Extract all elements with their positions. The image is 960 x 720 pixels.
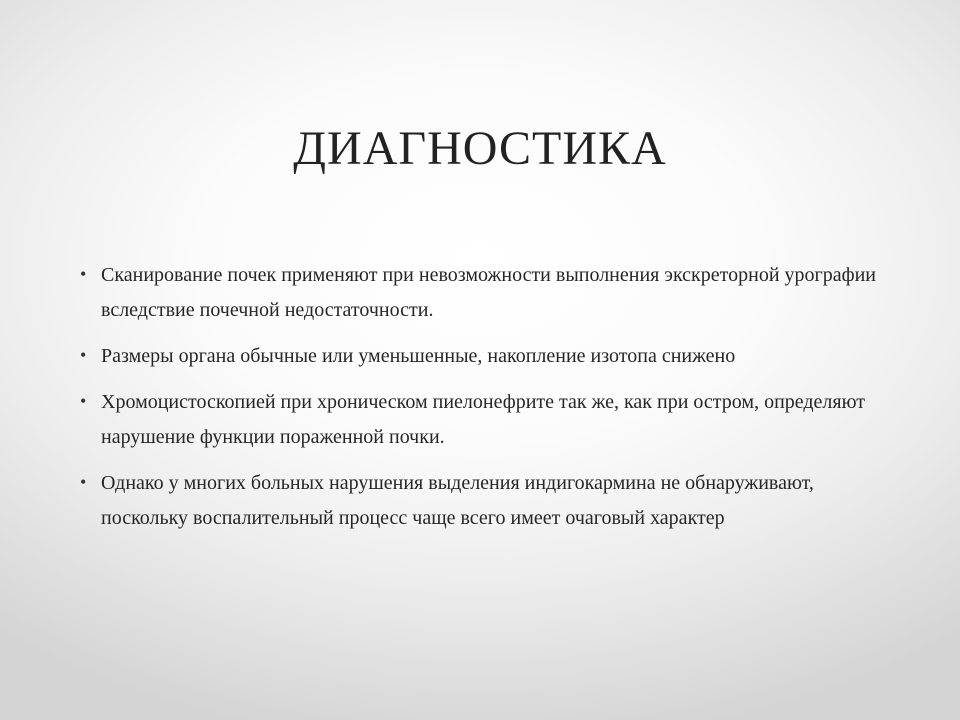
bullet-list xyxy=(80,258,900,547)
bullet-icon: • xyxy=(80,472,87,492)
bullet-item xyxy=(80,339,900,374)
bullet-text: Однако у многих больных нарушения выделения индигокармина не обнаруживают, поскольку воспалительный процесс чаще всего имеет очаговый характер xyxy=(101,472,814,529)
bullet-item xyxy=(80,258,900,328)
bullet-icon: • xyxy=(80,264,87,284)
bullet-text: Размеры органа обычные или уменьшенные, накопление изотопа снижено xyxy=(101,345,736,367)
slide-title: ДИАГНОСТИКА xyxy=(293,122,667,175)
bullet-icon: • xyxy=(80,345,87,365)
bullet-item xyxy=(80,385,900,455)
bullet-text: Сканирование почек применяют при невозможности выполнения экскреторной урографии вследствие почечной недостаточности. xyxy=(101,264,876,321)
bullet-text: Хромоцистоскопией при хроническом пиелонефрите так же, как при остром, определяют нарушение функции пораженной почки. xyxy=(101,391,866,448)
bullet-item xyxy=(80,466,900,536)
bullet-icon: • xyxy=(80,391,87,411)
